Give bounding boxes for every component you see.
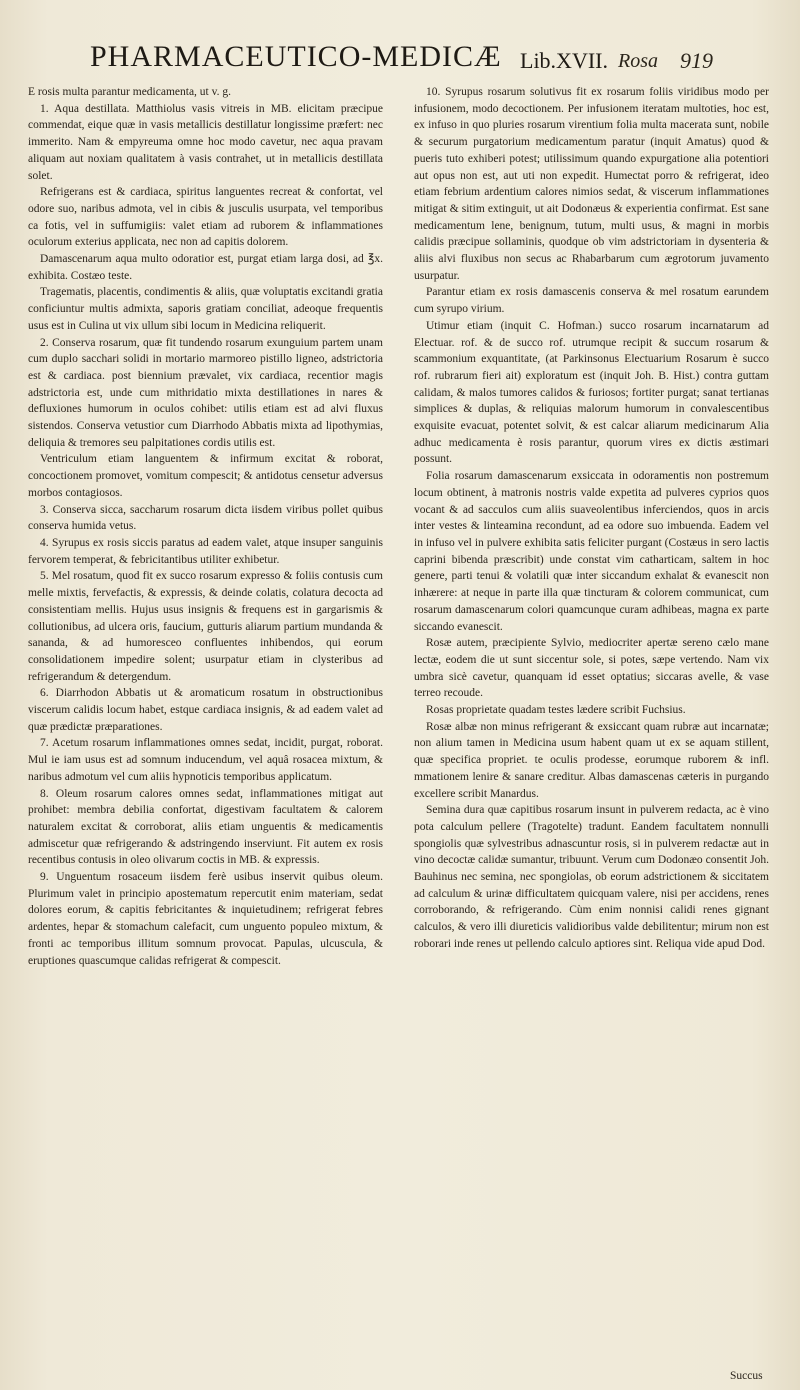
paragraph: Utimur etiam (inquit C. Hofman.) succo rosarum incarnatarum ad Electuar. rof. & de succo rof. utrumque recipit & succum rosarum & scammonium exquantitate, (at Parkinsonus Electuarium Rosarum è succo rof. rubrarum fieri ait) exploratum est (inquit Joh. B. Hist.) contra guttam calidam, & malos tumores calidos & furiosos; fortiter purgat; sanat tertianas simplices & duplas, & reliquias malorum humorum in convalescentibus exquisite evacuat, potentet solvit, & est calcar aliarum medicinarum Alia adhuc medicamenta è rosis parantur, quorum vires ex dictis æstimari possunt. — [414, 319, 769, 466]
paragraph: 8. Oleum rosarum calores omnes sedat, inflammationes mitigat aut prohibet: membra debilia confortat, digestivam facultatem & calorem naturalem excitat & corroborat, aliis etiam unguentis & medicamentis admiscetur quæ refrigerando & adstringendo inserviunt. Fit autem ex rosis recentibus contusis in oleo olivarum coctis in MB. & expressis. — [28, 787, 383, 867]
paragraph: Rosæ autem, præcipiente Sylvio, mediocriter apertæ sereno cælo mane lectæ, eodem die ut sunt siccentur sole, si potes, sæpe vertendo. Nam vix umbra sicè cavetur, quanquam id esset optatius; siccaras avelle, & vase terreo recoude. — [414, 637, 769, 700]
paragraph: Ventriculum etiam languentem & infirmum excitat & roborat, concoctionem promovet, vomitum compescit; & antidotus censetur adversus morbos contagiosos. — [28, 453, 383, 499]
paragraph: 2. Conserva rosarum, quæ fit tundendo rosarum exunguium partem unam cum duplo sacchari solidi in mortario marmoreo pistillo ligneo, adstrictoria est & cardiaca. post biennium prævalet, vix cardiaca, recentior magis adstrictoria est, unde cum mithridatio mixta destillationes in nares & defluxiones humorum in oculos cohibet: utilis etiam est ad alvi fluxus sistendos. Conserva vetustior cum Diarrhodo Abbatis mixta ad lipothymias, deliquia & tremores seu palpitationes cordis utilis est. — [28, 336, 383, 449]
paragraph: 5. Mel rosatum, quod fit ex succo rosarum expresso & foliis contusis cum melle mixtis, fervefactis, & expressis, & deinde colatis, colatura decocta ad consistentiam mellis. Hujus usus insignis & frequens est in gargarismis & collutionibus, ad ulcera oris, faucium, gutturis aliarum partium mundanda & sananda, & ad humoresceo confluentes inhibendos, qui eorum consolidationem impedire solent; usurpatur etiam in clysteribus ad refrigerandum & detergendum. — [28, 570, 383, 683]
page-number: 919 — [680, 48, 713, 73]
paragraph: Rosæ albæ non minus refrigerant & exsiccant quam rubræ aut incarnatæ; non alium tamen in Medicina usum habent quam ut ex se aquam stillent, quæ specifica propriet. te oculis prodesse, eorumque ruborem & infl. mmationem lenire & sanare creditur. Albas damascenas cæteris in purgando excellere scribit Manardus. — [414, 720, 769, 800]
paragraph: 9. Unguentum rosaceum iisdem ferè usibus inservit quibus oleum. Plurimum valet in principio apostematum repercutit enim materiam, sedat dolores eorum, & capitis febricitantes & inquietudinem; refrigerat febres ardentes, hepar & stomachum calefacit, cum unguento populeo mixtum, & fronti ac temporibus illitum somnum provocat. Papulas, ulcuscula, & eruptiones quascumque calidas refrigerat & compescit. — [28, 871, 383, 967]
running-title: PHARMACEUTICO-MEDICÆ — [90, 40, 502, 73]
paragraph: 1. Aqua destillata. Matthiolus vasis vitreis in MB. elicitam præcipue commendat, eique quæ in vasis metallicis destillatur longissime præfert: nec immerito. Nam & empyreuma omne hoc modo cavetur, nec aqua pravam aliquam aut noxiam qualitatem à vasis contrahet, ut in metallicis destillata solet. — [28, 102, 383, 182]
paragraph: 3. Conserva sicca, saccharum rosarum dicta iisdem viribus pollet quibus conserva humida vetus. — [28, 503, 383, 533]
running-head — [90, 40, 770, 84]
paragraph: 10. Syrupus rosarum solutivus fit ex rosarum foliis viridibus modo per infusionem, modo decoctionem. Per infusionem iteratam multoties, hoc est, ex infuso in quo pluries rosarum virentium folia multa macerata sunt, nobile & securum purgatorium medicamentum paratur (inquit Amatus) quod & pueris tuto exhiberi potest; utilissimum quando expurgatione alia potentiori aut opus non est, aut uti non expedit. Humectat porro & refrigerat, ideo etiam febrium ardentium calores nimios sedat, & viscerum inflammationes mitigat & sitim extinguit, ut ait Dodonæus & experientia confirmat. Est sane medicamentum lene, benignum, tutum, multi usus, & magni in morbis calidis præcipue sollaminis, quodque ob vim adstrictoriam in dysenteria & aliis alvi fluxibus non secus ac Rhabarbarum cum ægrotorum juvamento usurpatur. — [414, 86, 769, 282]
left-column — [28, 84, 383, 969]
paragraph: Parantur etiam ex rosis damascenis conserva & mel rosatum earundem cum syrupo virium. — [414, 286, 769, 316]
paragraph: Refrigerans est & cardiaca, spiritus languentes recreat & confortat, vel odore suo, naribus admota, vel in cibis & jusculis usurpata, vel temporibus ca fotis, vel in suffumigiis: valet etiam ad ruborem & inflammationes oculorum exterius applicata, nec non ad capitis dolorem. — [28, 186, 383, 249]
paragraph: 4. Syrupus ex rosis siccis paratus ad eadem valet, atque insuper sanguinis fervorem temperat, & febricitantibus utiliter exhibetur. — [28, 536, 383, 566]
catchword: Succus — [730, 1370, 763, 1382]
paragraph: Damascenarum aqua multo odoratior est, purgat etiam larga dosi, ad ℥x. exhibita. Costæo teste. — [28, 253, 383, 282]
paragraph: Rosas proprietate quadam testes lædere scribit Fuchsius. — [426, 704, 686, 717]
paragraph: 6. Diarrhodon Abbatis ut & aromaticum rosatum in obstructionibus viscerum calidis locum habet, estque cardiaca insignis, & ad eadem valet ad quæ prædictæ præparationes. — [28, 687, 383, 733]
paragraph: 7. Acetum rosarum inflammationes omnes sedat, incidit, purgat, roborat. Mul ie iam usus est ad somnum inducendum, vel aquâ rosacea mixtum, & naribus admotum vel cum aliis hypnoticis temporibus applicatum. — [28, 737, 383, 783]
paragraph: E rosis multa parantur medicamenta, ut v. g. — [28, 86, 232, 98]
paragraph: Semina dura quæ capitibus rosarum insunt in pulverem redacta, ac è vino pota calculum pellere (Tragotelte) tradunt. Eandem facultatem nonnulli spongiolis quæ sylvestribus adnascuntur rosis, si in pulverem redactæ aut in vino decoctæ calidæ sumantur, tribuunt. Verum cum Dodonæo consentit Joh. Bauhinus nec semina, nec spongiolas, ob eorum adstrictionem & siccitatem ad calculum & urinæ difficultatem quicquam valere, nisi per accidens, renes corroborando, & refrigerando. Cùm enim nonnisi calidi renes gignant calculos, & vero illi diureticis validioribus valde debilitentur; mirum non est roborari inde renes ut pellendo calculo aptiores sint. Reliqua vide apud Dod. — [414, 804, 769, 950]
paragraph: Folia rosarum damascenarum exsiccata in odoramentis non postremum locum obtinent, à matronis nostris valde expetita ad pulveres cyprios quos vocant & ad sacculos cum aliis suaveolentibus inferciendos, quos in arcis inter vestes & linteamina recondunt, ad ea odore suo imbuenda. Eadem vel in infuso vel in pulvere exhibita satis feliciter purgant (Costæus in sero lactis caprini bibenda præscribit) unde constat vim catharticam, saltem in hoc genere, parti tenui & volatili quæ inter siccandum exhalat & evanescit non inhærere: at neque in parte illa quæ tincturam & colorem communicat, cum rosarum damascenarum colori quamcunque curam adhibeas, magna ex parte siccando evanescit. — [414, 470, 769, 633]
right-column — [414, 84, 769, 953]
section-signature: Rosa — [618, 50, 658, 72]
paragraph: Tragematis, placentis, condimentis & aliis, quæ voluptatis excitandi gratia conficiuntur multis admixta, saporis gratiam conciliat, adeoque frequentis usus est in Culina ut vix ullum sibi locum in Medicina reliquerit. — [28, 286, 383, 332]
book-number: Lib.XVII. — [520, 48, 608, 73]
